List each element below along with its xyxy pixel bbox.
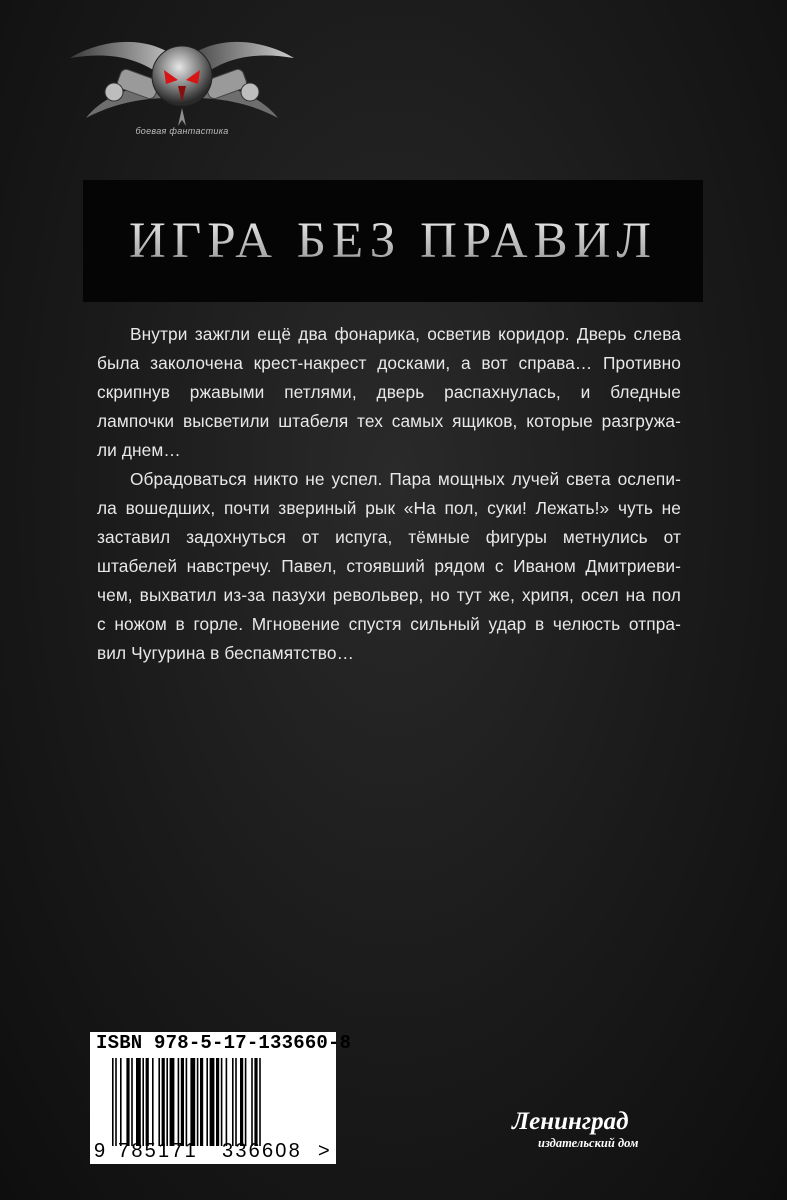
barcode-bar [210,1058,215,1146]
publisher-name: Ленинград [512,1108,629,1135]
barcode-bar [251,1058,253,1146]
text-line: вил Чугурина в беспамятство… [97,643,354,663]
paragraph-2 [97,465,681,668]
text-line: штабелей навстречу. Павел, стоявший рядом с Иваном Дмитриеви- [97,556,681,576]
barcode-bar [170,1058,175,1146]
barcode-bar [226,1058,228,1146]
barcode-bar [240,1058,243,1146]
publisher-subtitle: издательский дом [538,1136,639,1150]
barcode-bar [146,1058,149,1146]
barcode-bar [112,1058,114,1146]
paragraph-1 [97,320,681,465]
book-title: ИГРА БЕЗ ПРАВИЛ [83,212,703,270]
text-line: скрипнув ржавыми петлями, дверь распахнулась, и бледные [97,382,681,402]
barcode-bar [245,1058,247,1146]
barcode-bar [142,1058,144,1146]
text-line: была заколочена крест-накрест досками, а вот справа… Противно [97,353,681,373]
barcode-bar [178,1058,180,1146]
barcode-quiet-mark: > [318,1140,330,1162]
publisher-logo [512,1108,692,1160]
barcode-bar [254,1058,257,1146]
barcode-bar [120,1058,122,1146]
barcode-bar [181,1058,184,1146]
barcode-digit-lead: 9 [94,1140,106,1162]
barcode-bar [162,1058,165,1146]
barcode-bar [131,1058,133,1146]
barcode-digits-right: 336608 [222,1140,302,1162]
barcode-bar [221,1058,223,1146]
barcode-bar [136,1058,141,1146]
barcode-bar [232,1058,234,1146]
barcode-bar [200,1058,203,1146]
text-line: заставил задохнуться от испуга, тёмные фигуры метнулись от [97,527,681,547]
barcode-bar [186,1058,188,1146]
isbn-barcode-block [90,1032,352,1164]
barcode-bar [158,1058,160,1146]
barcode-bar [126,1058,129,1146]
title-band [83,180,703,302]
barcode-bar [216,1058,219,1146]
barcode-bar [197,1058,199,1146]
barcode-bar [235,1058,237,1146]
text-line: чем, выхватил из-за пазухи револьвер, но тут же, хрипя, осел на пол [97,585,681,605]
barcode-bar [166,1058,168,1146]
text-line: с ножом в горле. Мгновение спустя сильный удар в челюсть отпра- [97,614,681,634]
text-line: Обрадоваться никто не успел. Пара мощных лучей света ослепи- [130,469,681,489]
text-line: ли днем… [97,440,181,460]
text-line: Внутри зажгли ещё два фонарика, осветив коридор. Дверь слева [130,324,681,344]
skull-emblem-icon [66,22,298,132]
barcode-bar [206,1058,208,1146]
barcode-bar [152,1058,154,1146]
text-line: ла вошедших, почти звериный рык «На пол, суки! Лежать!» чуть не [97,498,681,518]
barcode-digits-left: 785171 [118,1140,198,1162]
barcode-bar [115,1058,117,1146]
series-logo [66,22,298,150]
text-line: лампочки высветили штабеля тех самых ящиков, которые разгружа- [97,411,681,431]
barcode-bar [259,1058,261,1146]
series-caption: боевая фантастика [135,126,229,136]
isbn-number: ISBN 978-5-17-133660-8 [96,1032,352,1054]
barcode-bar [190,1058,195,1146]
barcode-icon [112,1058,312,1146]
blurb-text [97,320,681,668]
